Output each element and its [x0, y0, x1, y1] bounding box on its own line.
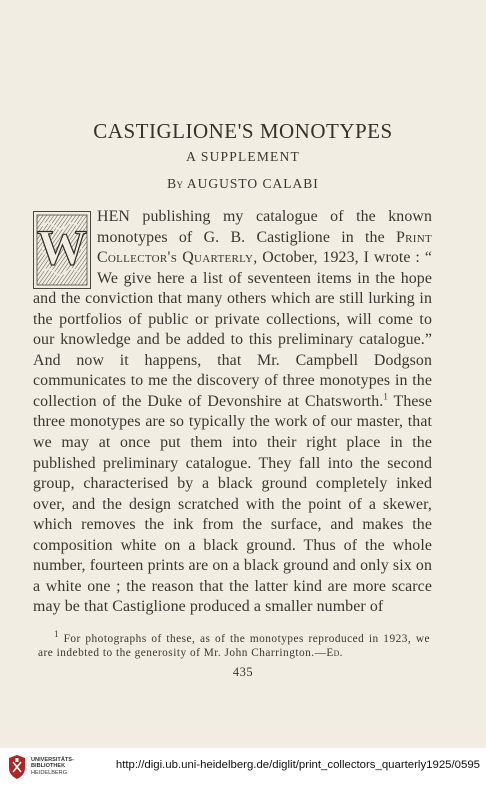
footnote-editor: Ed. [326, 646, 343, 659]
footnote-text: For photographs of these, as of the monotypes reproduced in 1923, we are indebted to the generosity of Mr. John Charrington.— [38, 633, 430, 659]
footnote [38, 629, 430, 660]
footnote-reference: 1 [383, 391, 388, 402]
digitization-footer [0, 748, 486, 785]
article-subtitle: A SUPPLEMENT [186, 149, 300, 164]
library-name: UNIVERSITÄTS- BIBLIOTHEK HEIDELBERG [31, 757, 74, 776]
body-paragraph [33, 207, 432, 618]
journal-name: Print Collector's Quarterly [97, 228, 432, 267]
article-title: CASTIGLIONE'S MONOTYPES [93, 119, 393, 143]
ornamental-initial-icon [34, 212, 90, 288]
source-url-link[interactable]: http://digi.ub.uni-heidelberg.de/diglit/print_collectors_quarterly1925/0595 [115, 759, 480, 771]
dropcap-initial [33, 211, 91, 289]
article-byline [0, 176, 486, 192]
byline-author: AUGUSTO CALABI [186, 176, 319, 191]
page-number: 435 [232, 665, 254, 679]
body-text-2: , October, 1923, I wrote : “ We give here a list of seventeen items in the hope and the conviction that many others which are still lurking in the portfolios of public or private collections, will come to our knowledge and be added to this preliminary catalogue.” And now it happens, that Mr. Campbell Dodgson communicates to me the discovery of three monotypes in the collection of the Duke of Devonshire at Chatsworth. [33, 249, 432, 410]
footnote-marker: 1 [54, 629, 59, 640]
library-logo-icon [6, 754, 28, 780]
body-text-1: HEN publishing my catalogue of the known monotypes of G. B. Castiglione in the [97, 208, 432, 246]
body-text-3: These three monotypes are so typically the work of our master, that we may at once put them into their right place in the published preliminary catalogue. They fall into the second group, characterised by a black ground completely inked over, and the design scratched with the point of a skewer, which removes the ink from the surface, and makes the composition white on a black ground. Thus of the whole number, fourteen prints are on a black ground and only six on a white one ; the reason that the latter kind are more scarce may be that Castiglione produced a smaller number of [33, 392, 432, 616]
article-body [33, 207, 432, 618]
byline-prefix: By [167, 176, 184, 191]
dropcap-letter: W [36, 219, 88, 275]
footnote-divider [33, 626, 432, 627]
